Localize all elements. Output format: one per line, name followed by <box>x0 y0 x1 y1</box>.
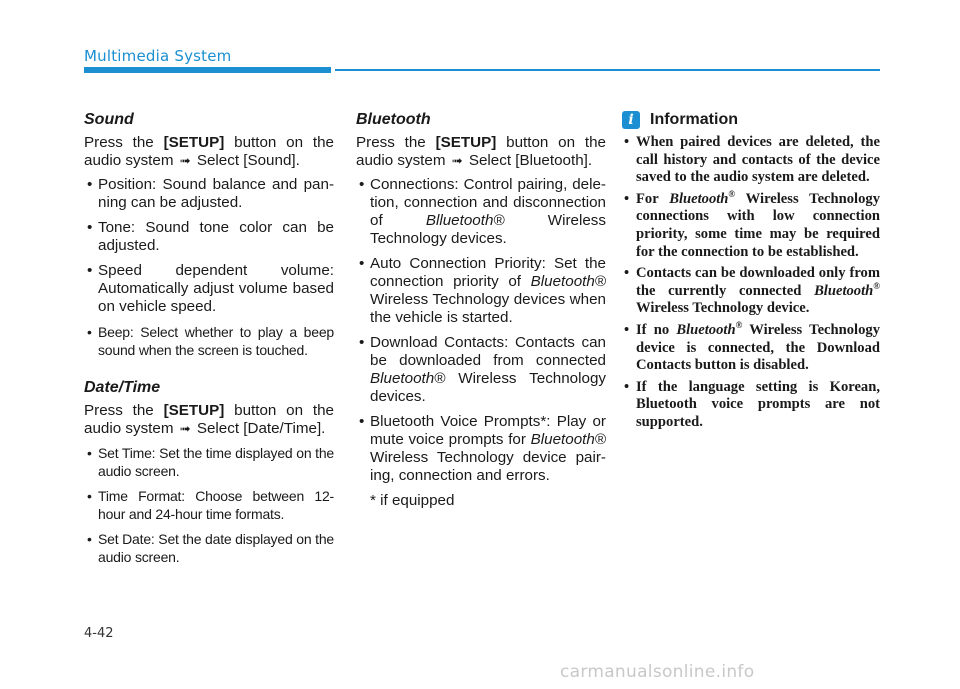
section-header: Multimedia System <box>84 47 232 65</box>
list-item: • If the language setting is Korean, Bluetooth voice prompts are not supported. <box>622 379 880 432</box>
footnote: * if equipped <box>370 492 455 509</box>
info-icon: i <box>622 111 640 129</box>
setup-button-label: [SETUP] <box>163 134 225 151</box>
list-item: • Set Date: Set the date displayed on the audio screen. <box>84 530 334 566</box>
sound-intro: Press the [SETUP] button on the audio system ➟ Select [Sound]. <box>84 134 335 169</box>
list-item: • Bluetooth Voice Prompts*: Play or mute voice prompts for Bluetooth® Wireless Technology device pair-ing, connection and errors. <box>356 413 606 485</box>
column-left <box>84 110 334 573</box>
list-item: • Contacts can be downloaded only from the currently connected Bluetooth® Wireless Technology device. <box>622 265 880 318</box>
list-item: • When paired devices are deleted, the call history and contacts of the device saved to the audio system are deleted. <box>622 134 880 187</box>
information-header <box>622 110 880 130</box>
list-item: • For Bluetooth® Wireless Technology connections with low connection priority, some time may be required for the connection to be established. <box>622 191 880 261</box>
arrow-icon: ➟ <box>179 421 191 436</box>
sound-list <box>84 176 334 359</box>
datetime-list <box>84 444 334 566</box>
sound-heading: Sound <box>84 111 134 128</box>
information-title: Information <box>650 111 738 129</box>
list-item: • If no Bluetooth® Wireless Technology device is connected, the Download Contacts button is disabled. <box>622 322 880 375</box>
header-bar-thin <box>335 69 880 71</box>
arrow-icon: ➟ <box>451 153 463 168</box>
bluetooth-heading: Bluetooth <box>356 111 431 128</box>
setup-button-label: [SETUP] <box>435 134 497 151</box>
list-item: • Speed dependent volume: Automatically adjust volume based on vehicle speed. <box>84 262 334 316</box>
header-bar-thick <box>84 67 331 73</box>
page-number: 4-42 <box>84 626 114 641</box>
list-item: • Position: Sound balance and pan-ning can be adjusted. <box>84 176 334 212</box>
arrow-icon: ➟ <box>179 153 191 168</box>
bluetooth-intro: Press the [SETUP] button on the audio system ➟ Select [Bluetooth]. <box>356 134 607 169</box>
datetime-intro: Press the [SETUP] button on the audio system ➟ Select [Date/Time]. <box>84 402 335 437</box>
setup-button-label: [SETUP] <box>163 402 225 419</box>
column-right <box>622 110 880 436</box>
list-item: • Tone: Sound tone color can be adjusted. <box>84 219 334 255</box>
list-item: • Time Format: Choose between 12-hour and 24-hour time formats. <box>84 487 334 523</box>
watermark: carmanualsonline.info <box>560 662 755 682</box>
list-item: • Beep: Select whether to play a beep sound when the screen is touched. <box>84 323 334 359</box>
column-middle <box>356 110 606 510</box>
bluetooth-list <box>356 176 606 485</box>
information-list <box>622 134 880 432</box>
list-item: • Download Contacts: Contacts can be downloaded from connected Bluetooth® Wireless Technology devices. <box>356 334 606 406</box>
datetime-heading: Date/Time <box>84 379 161 396</box>
list-item: • Connections: Control pairing, dele-tion, connection and disconnection of Blluetooth® Wireless Technology devices. <box>356 176 606 248</box>
list-item: • Auto Connection Priority: Set the connection priority of Bluetooth® Wireless Technology devices when the vehicle is started. <box>356 255 606 327</box>
list-item: • Set Time: Set the time displayed on the audio screen. <box>84 444 334 480</box>
